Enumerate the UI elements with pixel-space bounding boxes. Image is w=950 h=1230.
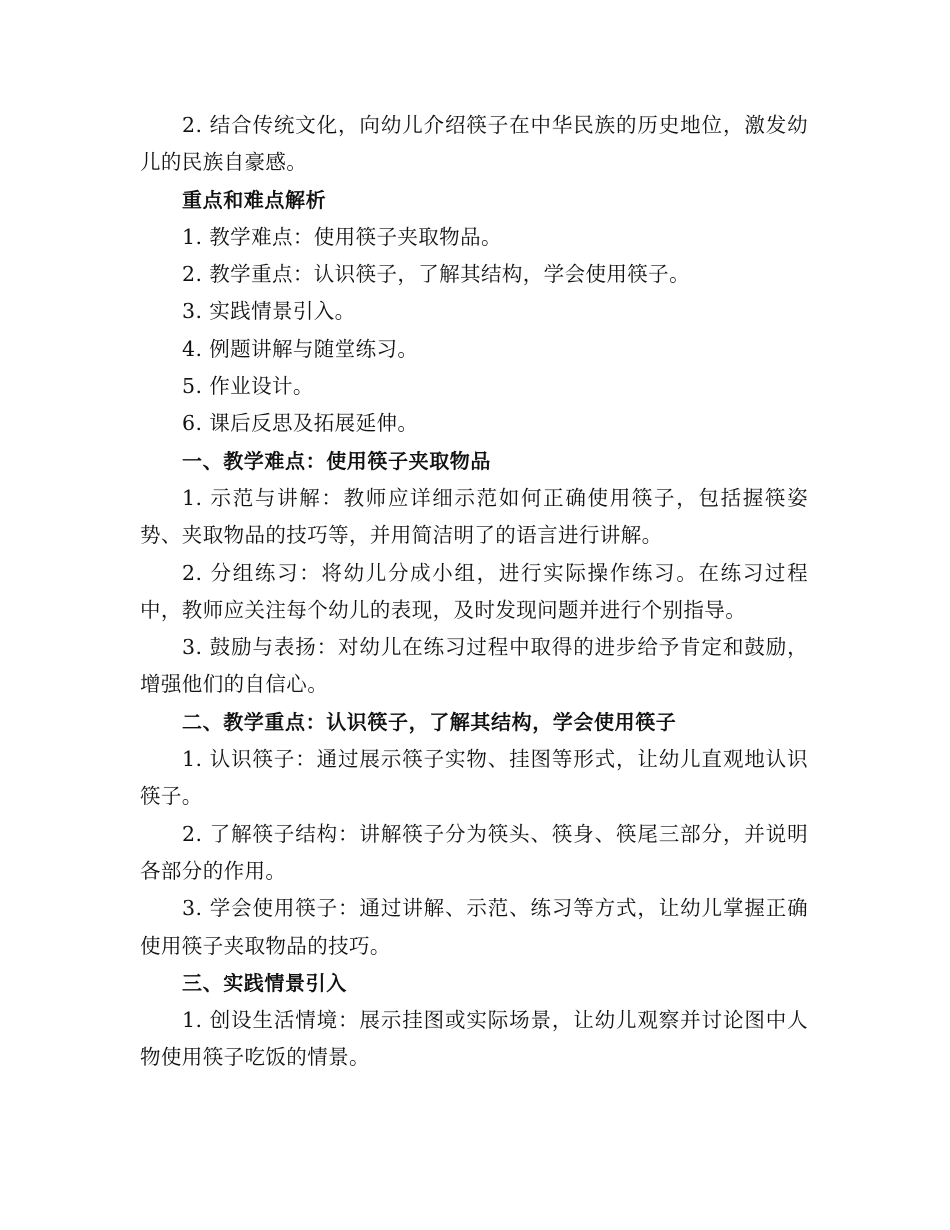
- paragraph-group-practice: 2. 分组练习：将幼儿分成小组，进行实际操作练习。在练习过程中，教师应关注每个幼儿的表现，及时发现问题并进行个别指导。: [140, 560, 808, 622]
- paragraph-culture-intro: 2. 结合传统文化，向幼儿介绍筷子在中华民族的历史地位，激发幼儿的民族自豪感。: [140, 113, 808, 175]
- list-item-examples: 4. 例题讲解与随堂练习。: [182, 336, 419, 361]
- heading-section-one: 一、教学难点：使用筷子夹取物品: [182, 448, 491, 473]
- paragraph-learn-usage: 3. 学会使用筷子：通过讲解、示范、练习等方式，让幼儿掌握正确使用筷子夹取物品的技巧。: [140, 896, 808, 958]
- heading-section-three: 三、实践情景引入: [182, 970, 347, 995]
- list-item-practice-scenario: 3. 实践情景引入。: [182, 299, 356, 324]
- list-item-difficulty: 1. 教学难点：使用筷子夹取物品。: [182, 224, 502, 249]
- document-body: [140, 107, 808, 1077]
- heading-key-points: 重点和难点解析: [182, 187, 327, 212]
- paragraph-demonstration: 1. 示范与讲解：教师应详细示范如何正确使用筷子，包括握筷姿势、夹取物品的技巧等，并用简洁明了的语言进行讲解。: [140, 485, 808, 548]
- paragraph-life-scenario: 1. 创设生活情境：展示挂图或实际场景，让幼儿观察并讨论图中人物使用筷子吃饭的情景。: [140, 1008, 808, 1070]
- paragraph-recognize-chopsticks: 1. 认识筷子：通过展示筷子实物、挂图等形式，让幼儿直观地认识筷子。: [140, 747, 808, 809]
- list-item-reflection: 6. 课后反思及拓展延伸。: [182, 411, 419, 436]
- heading-section-two: 二、教学重点：认识筷子，了解其结构，学会使用筷子: [182, 709, 677, 734]
- list-item-homework: 5. 作业设计。: [182, 374, 314, 399]
- paragraph-encouragement: 3. 鼓励与表扬：对幼儿在练习过程中取得的进步给予肯定和鼓励，增强他们的自信心。: [140, 635, 808, 697]
- list-item-focus: 2. 教学重点：认识筷子，了解其结构，学会使用筷子。: [182, 262, 690, 287]
- paragraph-structure: 2. 了解筷子结构：讲解筷子分为筷头、筷身、筷尾三部分，并说明各部分的作用。: [140, 821, 808, 883]
